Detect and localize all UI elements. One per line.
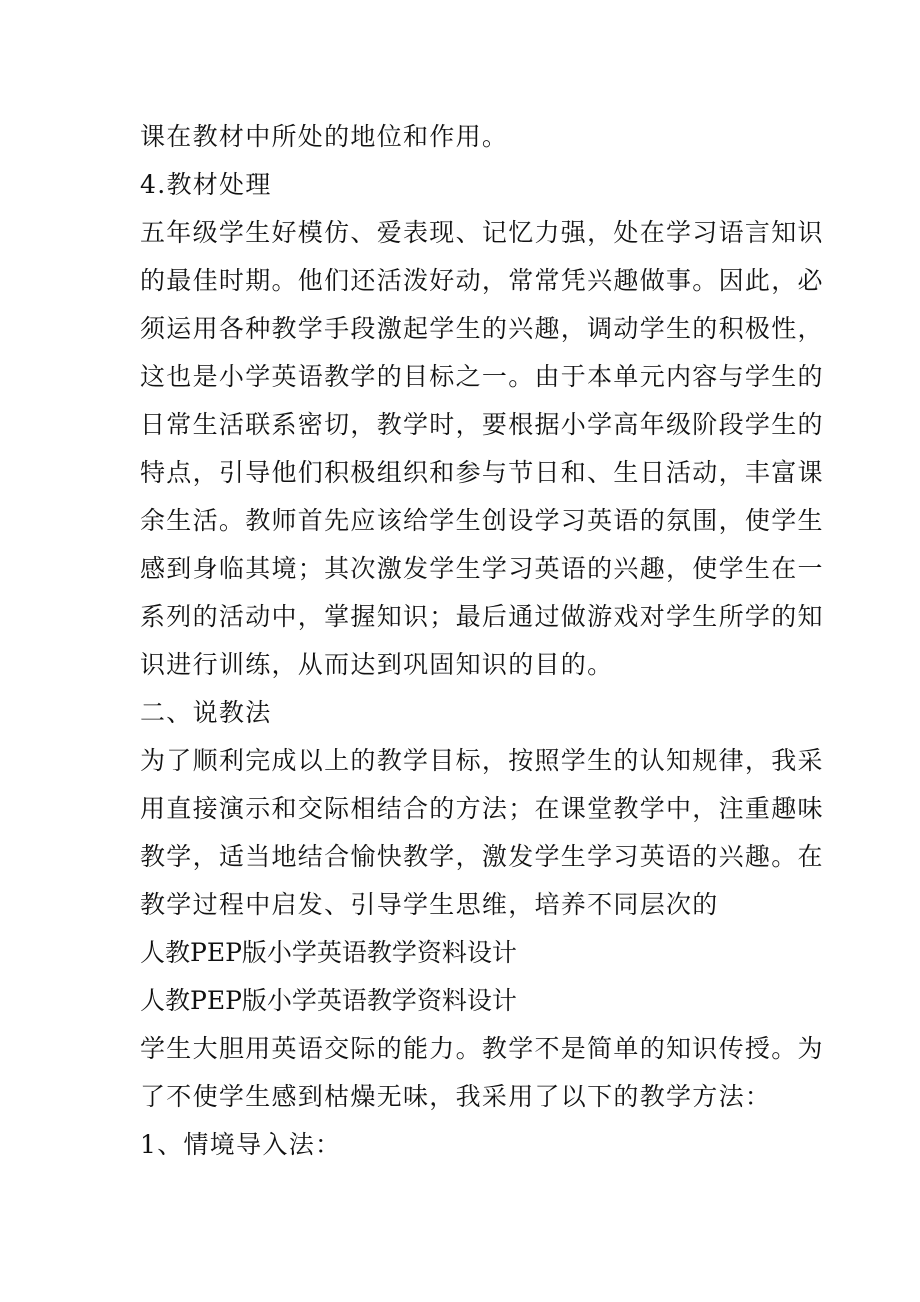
body-text-line: 五年级学生好模仿、爱表现、记忆力强，处在学习语言知识 bbox=[140, 218, 824, 247]
document-body bbox=[140, 113, 824, 1169]
body-text-line: 识进行训练，从而达到巩固知识的目的。 bbox=[140, 650, 614, 679]
body-text-line: 用直接演示和交际相结合的方法；在课堂教学中，注重趣味 bbox=[140, 794, 824, 823]
section-heading: 二、说教法 bbox=[140, 698, 272, 727]
body-text-line: 的最佳时期。他们还活泼好动，常常凭兴趣做事。因此，必 bbox=[140, 266, 824, 295]
body-text-line: 了不使学生感到枯燥无味，我采用了以下的教学方法： bbox=[140, 1082, 772, 1111]
body-text-line: 余生活。教师首先应该给学生创设学习英语的氛围，使学生 bbox=[140, 506, 824, 535]
body-text-line: 系列的活动中，掌握知识；最后通过做游戏对学生所学的知 bbox=[140, 602, 824, 631]
body-text-line: 日常生活联系密切，教学时，要根据小学高年级阶段学生的 bbox=[140, 410, 824, 439]
body-text-line: 学生大胆用英语交际的能力。教学不是简单的知识传授。为 bbox=[140, 1034, 824, 1063]
document-title-line: 人教PEP版小学英语教学资料设计 bbox=[140, 938, 517, 967]
body-text-line: 课在教材中所处的地位和作用。 bbox=[140, 122, 509, 151]
list-heading: 1、情境导入法： bbox=[140, 1130, 342, 1159]
body-text-line: 这也是小学英语教学的目标之一。由于本单元内容与学生的 bbox=[140, 362, 824, 391]
body-text-line: 为了顺利完成以上的教学目标，按照学生的认知规律，我采 bbox=[140, 746, 824, 775]
section-heading: 4.教材处理 bbox=[140, 170, 272, 199]
body-text-line: 感到身临其境；其次激发学生学习英语的兴趣，使学生在一 bbox=[140, 554, 824, 583]
body-text-line: 教学过程中启发、引导学生思维，培养不同层次的 bbox=[140, 890, 719, 919]
body-text-line: 须运用各种教学手段激起学生的兴趣，调动学生的积极性， bbox=[140, 314, 824, 343]
document-title-line: 人教PEP版小学英语教学资料设计 bbox=[140, 986, 517, 1015]
body-text-line: 特点，引导他们积极组织和参与节日和、生日活动，丰富课 bbox=[140, 458, 824, 487]
body-text-line: 教学，适当地结合愉快教学，激发学生学习英语的兴趣。在 bbox=[140, 842, 824, 871]
